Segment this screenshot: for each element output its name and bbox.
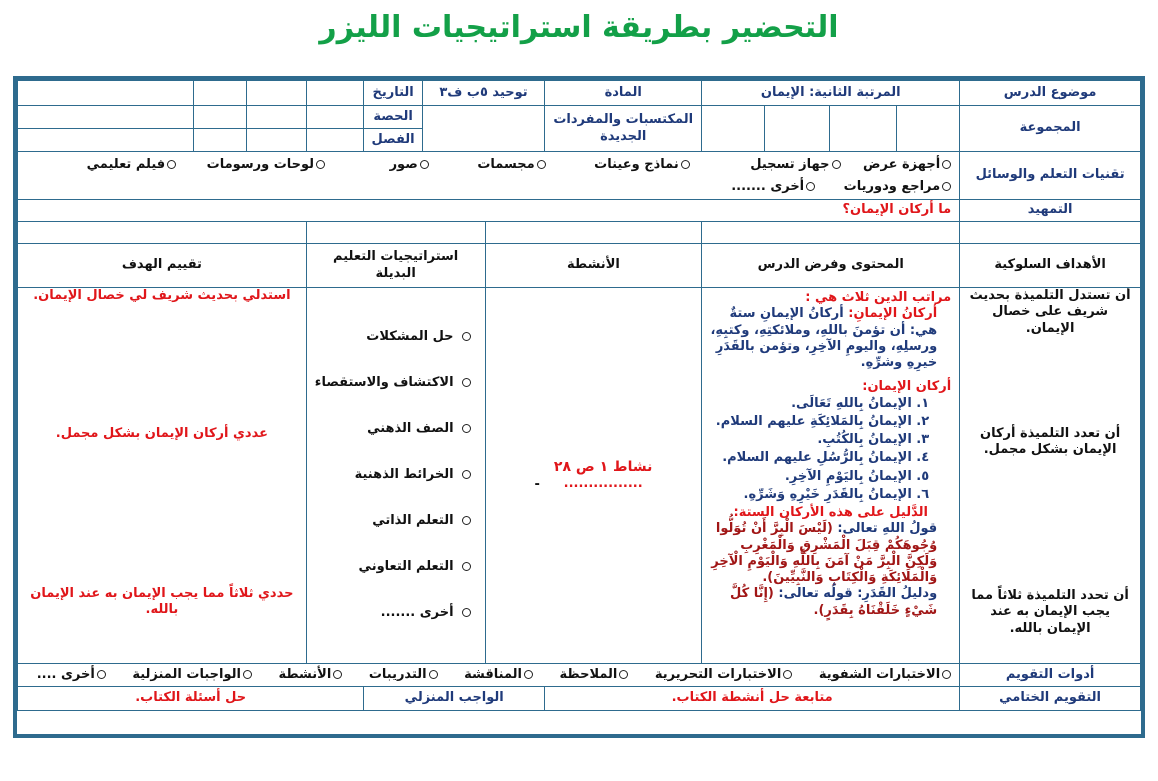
topic-value: المرتبة الثانية: الإيمان [702,81,960,106]
strategy-item[interactable]: أخرى ....... [311,590,471,636]
period-label: الحصة [364,106,423,129]
eval-option[interactable]: التدريبات [369,667,438,683]
radio-icon[interactable] [243,670,252,679]
class-cell-3[interactable] [193,129,246,152]
radio-icon[interactable] [942,670,951,679]
col-content: المحتوى وفرض الدرس [702,244,960,288]
list-item: ٢. الإيمانُ بِالمَلائِكَةِ عليهم السلام. [715,413,930,429]
subject-value: توحيد ٥ب ف٣ [422,81,544,106]
col-objectives: الأهداف السلوكية [960,244,1141,288]
intro-label: التمهيد [960,200,1141,222]
subject-label: المادة [545,81,702,106]
list-item: ٣. الإيمانُ بِالكُتُبِ. [817,432,930,447]
strategies-cell [306,288,485,664]
tech-label: تقنيات التعلم والوسائل [960,152,1141,200]
col-strategies: استراتيجيات التعليم البديلة [306,244,485,288]
list-item: ١. الإيمانُ بِاللهِ تَعَالَى. [791,395,930,411]
radio-icon[interactable] [462,562,471,571]
strategy-item[interactable]: التعلم التعاوني [311,544,471,590]
tech-option-charts[interactable]: لوحات ورسومات [207,154,325,176]
tech-option-pictures[interactable]: صور [390,154,429,176]
radio-icon[interactable] [619,670,628,679]
qadar-intro: ودليلُ القَدَرِ: قولُه تعالى: [778,586,938,602]
strategy-item[interactable]: التعلم الذاتي [311,498,471,544]
strategy-item[interactable]: الخرائط الذهنية [311,452,471,498]
radio-icon[interactable] [832,160,841,169]
tech-option-models[interactable]: نماذج وعينات [594,154,690,176]
pillars-list [710,396,929,504]
tech-option-other[interactable]: أخرى ....... [731,176,815,198]
radio-icon[interactable] [942,182,951,191]
lesson-plan-frame [13,76,1145,738]
col-assessment: تقييم الهدف [18,244,307,288]
list-item: ٤. الإيمانُ بِالرُّسُلِ عليهم السلام. [722,450,930,466]
final-eval-value: متابعة حل أنشطة الكتاب. [545,687,960,711]
activity-dash: - [534,477,540,493]
objective-1: أن تستدل التلميذة بحديث شريف على خصال الإيمان. [969,288,1131,336]
assessment-2: عددي أركان الإيمان بشكل مجمل. [55,426,268,441]
list-item: ٥. الإيمانُ بِاليَوْمِ الآخِرِ. [784,468,930,484]
objective-2: أن تعدد التلميذة أركان الإيمان بشكل مجمل. [980,426,1121,458]
eval-tools-label: أدوات التقويم [960,664,1141,687]
spacer-cell [18,222,307,244]
homework-value: حل أسئلة الكتاب. [18,687,364,711]
vocab-value[interactable] [422,106,544,152]
assessment-1: استدلي بحديث شريف لي خصال الإيمان. [33,288,291,303]
strategies-list [311,314,481,636]
radio-icon[interactable] [524,670,533,679]
activity-dots: ................ [563,476,643,492]
eval-option[interactable]: الاختبارات التحريرية [655,667,792,683]
period-cell-2[interactable] [247,106,307,129]
eval-option[interactable]: أخرى .... [37,667,106,683]
spacer-cell [702,222,960,244]
period-cell-4[interactable] [18,106,194,129]
tech-options [18,152,960,200]
objective-3: أن تحدد التلميذة ثلاثاً مما يجب الإيمان به عند الإيمان بالله. [971,588,1129,636]
strategy-item[interactable]: الصف الذهني [311,406,471,452]
eval-option[interactable]: الواجبات المنزلية [132,667,252,683]
date-cell-1[interactable] [306,81,364,106]
vocab-label: المكتسبات والمفردات الجديدة [545,106,702,152]
topic-label: موضوع الدرس [960,81,1141,106]
radio-icon[interactable] [420,160,429,169]
content-cell [702,288,960,664]
page-title: التحضير بطريقة استراتيجيات الليزر [319,10,839,45]
group-cell-2[interactable] [829,106,896,152]
group-cell-4[interactable] [702,106,765,152]
final-eval-label: التقويم الختامي [960,687,1141,711]
verse-text: (لَيْسَ الْبِرَّ أَنْ تُوَلُّوا وُجُوهَكُمْ قِبَلَ الْمَشْرِقِ وَالْمَغْرِبِ وَلَكِنَّ الْبِرَّ مَنْ آمَنَ بِاللَّهِ وَالْيَوْمِ الْآخِرِ وَالْمَلَائِكَةِ وَالْكِتَابِ وَالنَّبِيِّينَ). [711,521,938,585]
radio-icon[interactable] [537,160,546,169]
tech-option-recorder[interactable]: جهاز تسجيل [750,154,840,176]
tech-option-references[interactable]: مراجع ودوريات [844,176,952,198]
lesson-plan-table [17,80,1141,711]
strategy-item[interactable]: الاكتشاف والاستقصاء [311,360,471,406]
tech-option-film[interactable]: فيلم تعليمي [87,154,177,176]
radio-icon[interactable] [806,182,815,191]
date-cell-2[interactable] [247,81,307,106]
group-label: المجموعة [960,106,1141,152]
radio-icon[interactable] [783,670,792,679]
radio-icon[interactable] [462,332,471,341]
class-cell-2[interactable] [247,129,307,152]
eval-option[interactable]: المناقشة [464,667,533,683]
tech-option-solids[interactable]: مجسمات [477,154,545,176]
radio-icon[interactable] [462,378,471,387]
radio-icon[interactable] [167,160,176,169]
eval-option[interactable]: الأنشطة [278,667,342,683]
group-cell-3[interactable] [765,106,830,152]
date-cell-3[interactable] [193,81,246,106]
radio-icon[interactable] [942,160,951,169]
spacer-cell [306,222,485,244]
activity-main: نشاط ١ ص ٢٨ [553,458,653,475]
evidence-heading: الدَّليل على هذه الأركان الستة: [733,505,928,520]
spacer-cell [960,222,1141,244]
qadar-text: (إِنَّا كُلَّ شَيْءٍ خَلَقْنَاهُ بِقَدَرٍ). [730,586,938,618]
radio-icon[interactable] [429,670,438,679]
radio-icon[interactable] [462,516,471,525]
period-cell-1[interactable] [306,106,364,129]
levels-heading: مراتب الدين ثلاث هي : [805,290,952,305]
radio-icon[interactable] [681,160,690,169]
tech-option-projector[interactable]: أجهزة عرض [863,154,951,176]
intro-value: ما أركان الإيمان؟ [18,200,960,222]
assessment-cell [18,288,307,664]
homework-label: الواجب المنزلي [364,687,545,711]
pillars-def-label: أركانُ الإيمانِ: [848,306,938,322]
class-cell-1[interactable] [306,129,364,152]
radio-icon[interactable] [462,424,471,433]
col-activities: الأنشطة [485,244,702,288]
radio-icon[interactable] [333,670,342,679]
radio-icon[interactable] [97,670,106,679]
pillars-heading: أركان الإيمان: [862,379,952,395]
spacer-cell [485,222,702,244]
strategy-item[interactable]: حل المشكلات [311,314,471,360]
verse-intro: قولُ اللهِ تعالى: [837,521,938,537]
date-cell-4[interactable] [18,81,194,106]
class-cell-4[interactable] [18,129,194,152]
radio-icon[interactable] [462,470,471,479]
eval-option[interactable]: الملاحظة [560,667,629,683]
list-item: ٦. الإيمانُ بِالقَدَرِ خَيْرِهِ وَشَرِّهِ. [743,486,930,502]
objectives-cell [960,288,1141,664]
date-label: التاريخ [364,81,423,106]
radio-icon[interactable] [462,608,471,617]
radio-icon[interactable] [316,160,325,169]
period-cell-3[interactable] [193,106,246,129]
pillars-def-text: أركانُ الإيمانِ ستةٌ هي: أن تؤمنَ باللهِ، وملائكتِهِ، وكتبِهِ، ورسلِهِ، واليومِ الآخِرِ، وتؤمن بالقَدَرِ خيرِهِ وشرِّهِ. [710,306,938,370]
eval-tools-options [18,664,960,687]
eval-option[interactable]: الاختبارات الشفوية [819,667,951,683]
class-label: الفصل [364,129,423,152]
activities-cell [485,288,702,664]
assessment-3: حددي ثلاثاً مما يجب الإيمان به عند الإيمان بالله. [30,586,294,618]
group-cell-1[interactable] [896,106,960,152]
